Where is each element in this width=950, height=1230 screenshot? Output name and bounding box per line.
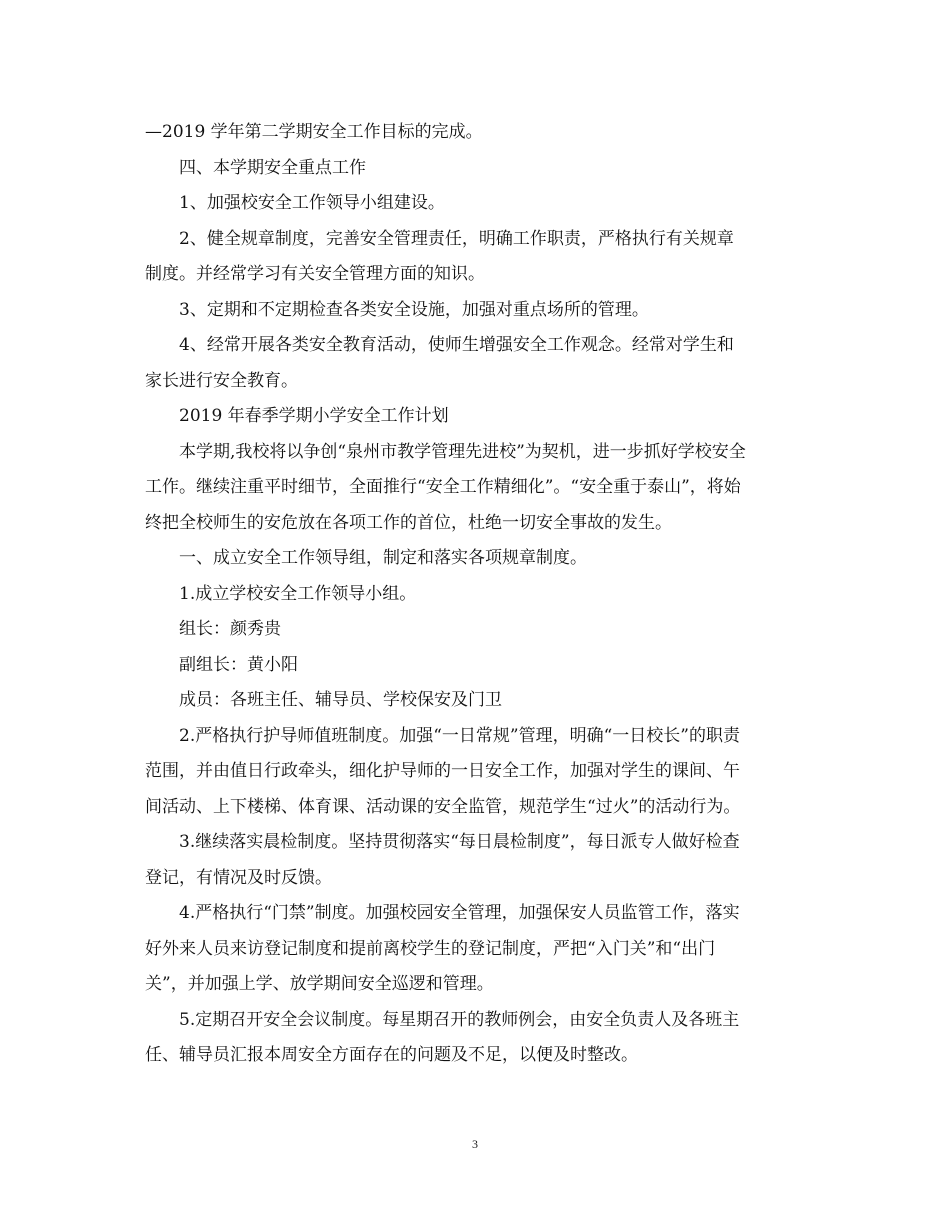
text-line: 3.继续落实晨检制度。坚持贯彻落实“每日晨检制度”，每日派专人做好检查 [179,832,740,852]
text-line: 1.成立学校安全工作领导小组。 [179,583,417,604]
text-line: 4.严格执行“门禁”制度。加强校园安全管理，加强保安人员监管工作，落实 [179,903,740,923]
text-line: 一、成立安全工作领导组，制定和落实各项规章制度。 [179,548,587,568]
text-line: 副组长：黄小阳 [179,654,298,675]
text-line: 登记，有情况及时反馈。 [145,867,332,888]
text-line: 终把全校师生的安危放在各项工作的首位，杜绝一切安全事故的发生。 [145,512,672,533]
text-line: 关”，并加强上学、放学期间安全巡逻和管理。 [145,974,494,994]
text-line: 好外来人员来访登记制度和提前离校学生的登记制度，严把“入门关”和“出门 [145,938,716,959]
text-line: 1、加强校安全工作领导小组建设。 [179,193,445,213]
text-line: 四、本学期安全重点工作 [179,157,366,178]
text-line: 家长进行安全教育。 [145,370,298,391]
text-line: —2019 学年第二学期安全工作目标的完成。 [145,122,483,142]
text-line: 4、经常开展各类安全教育活动，使师生增强安全工作观念。经常对学生和 [179,335,734,355]
text-line: 间活动、上下楼梯、体育课、活动课的安全监管，规范学生“过火”的活动行为。 [145,796,741,817]
text-line: 工作。继续注重平时细节，全面推行“安全工作精细化”。“安全重于泰山”，将始 [145,477,741,497]
document-body [145,115,813,1074]
text-line: 本学期,我校将以争创“泉州市教学管理先进校”为契机，进一步抓好学校安全 [179,441,746,462]
text-line: 制度。并经常学习有关安全管理方面的知识。 [145,264,485,284]
text-line: 2.严格执行护导师值班制度。加强“一日常规”管理，明确“一日校长”的职责 [179,725,740,746]
text-line: 组长：颜秀贵 [179,619,281,639]
text-line: 2、健全规章制度，完善安全管理责任，明确工作职责，严格执行有关规章 [179,228,734,249]
text-line: 范围，并由值日行政牵头，细化护导师的一日安全工作，加强对学生的课间、午 [145,761,740,781]
text-line: 任、辅导员汇报本周安全方面存在的问题及不足，以便及时整改。 [145,1045,638,1065]
text-line: 3、定期和不定期检查各类安全设施，加强对重点场所的管理。 [179,299,649,320]
page-number: 3 [472,1137,478,1151]
text-line: 成员：各班主任、辅导员、学校保安及门卫 [179,690,502,710]
text-line: 5.定期召开安全会议制度。每星期召开的教师例会，由安全负责人及各班主 [179,1009,740,1030]
text-line: 2019 年春季学期小学安全工作计划 [179,406,449,426]
